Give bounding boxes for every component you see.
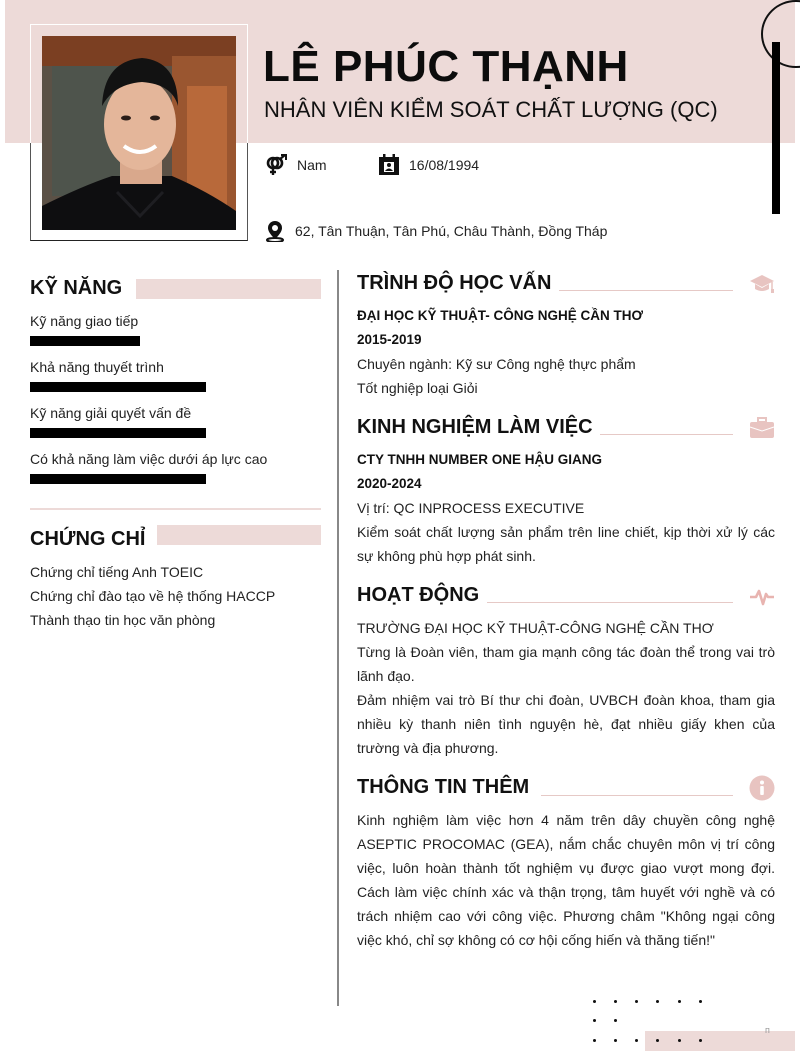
birthdate-value: 16/08/1994 [409,156,480,173]
address-info [265,220,607,242]
calendar-icon [379,154,399,175]
additional-text: Kinh nghiệm làm việc hơn 4 năm trên dây chuyền công nghệ ASEPTIC PROCOMAC (GEA), nắm chắc chuyên môn vị trí công việc, luôn hoàn thành tốt nghiệm vụ được giao vượt mong đợi. Cách làm việc chính xác và thận trọng, tâm huyết với nghề và có trách nhiệm cao với công việc. Phương châm "Không ngại công việc khó, chỉ sợ không có cơ hội cống hiến và thăng tiến!" [357,812,775,948]
skill-level-bar [30,428,206,438]
skill-label: Có khả năng làm việc dưới áp lực cao [30,451,268,467]
skill-label: Kỹ năng giải quyết vấn đề [30,405,192,421]
footer-band [645,1031,795,1051]
skill-level-bar [30,336,140,346]
heartbeat-icon [749,587,775,607]
graduation-cap-icon [749,274,775,294]
skill-label: Khả năng thuyết trình [30,359,164,375]
skill-level-bar [30,474,206,484]
heading-line [559,290,733,291]
education-period: 2015-2019 [357,332,422,347]
activities-organization: TRƯỜNG ĐẠI HỌC KỸ THUẬT-CÔNG NGHỆ CẦN THƠ [357,620,714,636]
decorative-bar [772,42,780,214]
education-grade: Tốt nghiệp loại Giỏi [357,380,478,396]
column-divider [337,270,339,1006]
certificate-item: Thành thạo tin học văn phòng [30,612,216,628]
activities-line: Từng là Đoàn viên, tham gia mạnh công tác đoàn thể trong vai trò lãnh đạo. [357,644,775,684]
education-school: ĐẠI HỌC KỸ THUẬT- CÔNG NGHỆ CẦN THƠ [357,308,644,323]
experience-description: Kiểm soát chất lượng sản phẩm trên line chiết, kịp thời xử lý các sự không phù hợp phát sinh. [357,524,775,564]
skills-heading: KỸ NĂNG [30,277,123,299]
experience-company: CTY TNHH NUMBER ONE HẬU GIANG [357,452,603,467]
address-value: 62, Tân Thuận, Tân Phú, Châu Thành, Đồng Tháp [295,223,608,239]
activities-heading: HOẠT ĐỘNG [357,584,480,606]
job-title: NHÂN VIÊN KIỂM SOÁT CHẤT LƯỢNG (QC) [264,97,718,122]
skill-level-bar [30,382,206,392]
experience-position: Vị trí: QC INPROCESS EXECUTIVE [357,500,585,516]
gender-info [265,154,327,176]
experience-period: 2020-2024 [357,476,422,491]
location-pin-icon [265,220,285,242]
skill-label: Kỹ năng giao tiếp [30,313,139,329]
heading-line [600,434,733,435]
activities-line: Đảm nhiệm vai trò Bí thư chi đoàn, UVBCH đoàn khoa, tham gia nhiều kỳ thanh niên tình nguyện hè, đạt nhiều giấy khen của trường và địa phương. [357,692,775,756]
certificates-heading-bar [157,525,321,545]
heading-line [541,795,733,796]
section-divider [30,508,321,510]
certificates-heading: CHỨNG CHỈ [30,528,146,550]
education-major: Chuyên ngành: Kỹ sư Công nghệ thực phẩm [357,356,636,372]
additional-heading: THÔNG TIN THÊM [357,776,530,798]
gender-icon [265,154,287,176]
gender-value: Nam [297,157,327,173]
skills-heading-bar [136,279,321,299]
heading-line [487,602,733,603]
certificate-item: Chứng chỉ đào tạo về hệ thống HACCP [30,588,276,604]
info-icon [749,775,775,801]
avatar [42,36,236,230]
birthdate-info [379,154,479,175]
experience-heading: KINH NGHIỆM LÀM VIỆC [357,416,593,438]
briefcase-icon [749,417,775,439]
candidate-name: LÊ PHÚC THẠNH [263,42,629,91]
certificate-item: Chứng chỉ tiếng Anh TOEIC [30,564,204,580]
education-heading: TRÌNH ĐỘ HỌC VẤN [357,272,552,294]
page-mark: п [765,1025,770,1035]
